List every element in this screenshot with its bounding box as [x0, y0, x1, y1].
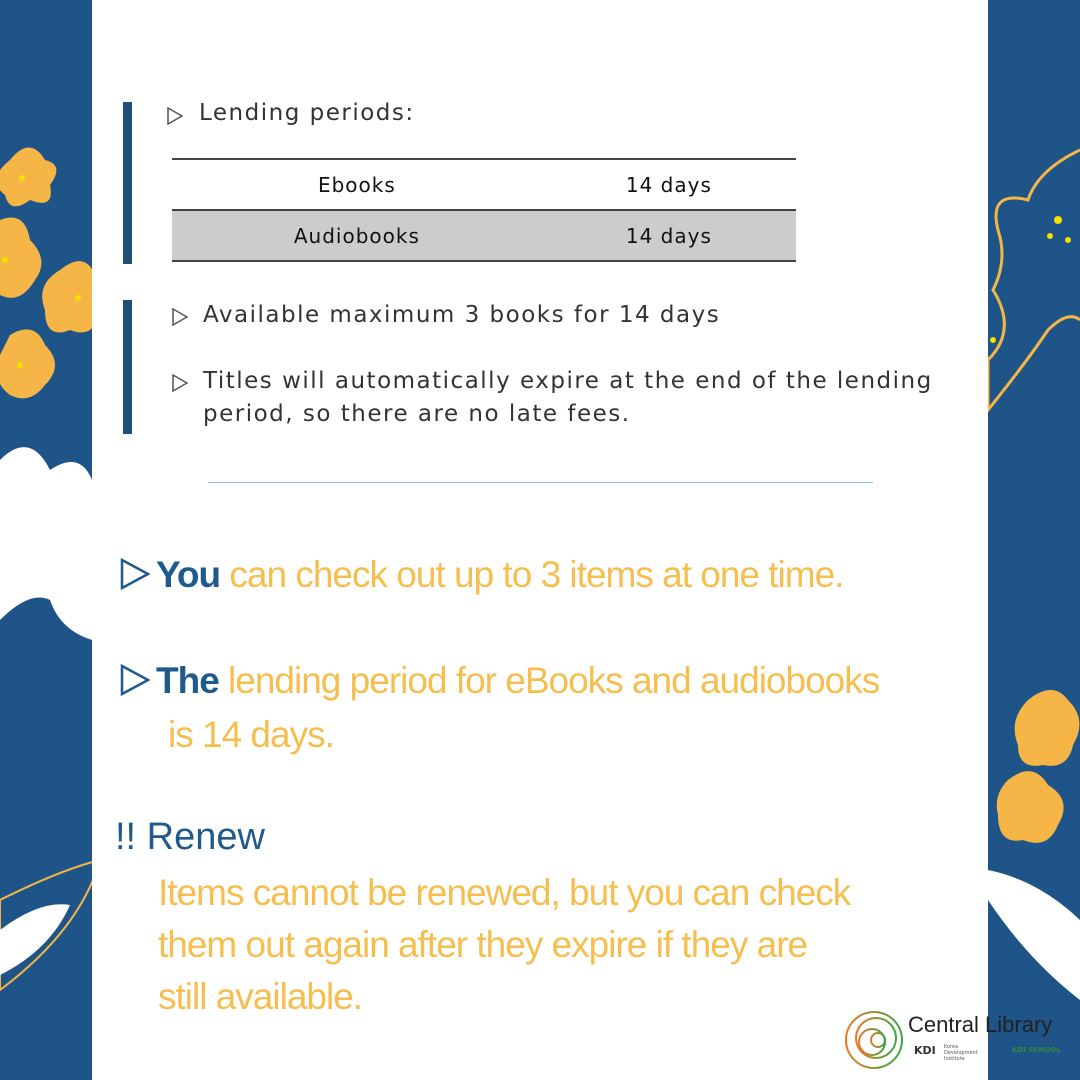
kdi-subtitle: Korea Development Institute	[944, 1044, 978, 1062]
table-row	[172, 159, 796, 210]
expire-text-line2: period, so there are no late fees.	[203, 401, 631, 427]
highlight-checkout	[156, 548, 843, 602]
logo-circles-icon	[842, 1008, 906, 1072]
table-cell-type: Audiobooks	[172, 210, 542, 261]
divider	[208, 482, 873, 483]
kdi-logo-text: KDI	[914, 1044, 936, 1057]
lead-word: You	[156, 554, 221, 595]
renew-heading: !! Renew	[115, 816, 265, 858]
lending-table	[172, 158, 796, 262]
lead-word: The	[156, 660, 219, 701]
right-floral-decoration	[988, 0, 1080, 1080]
highlight-text: can check out up to 3 items at one time.	[220, 554, 844, 595]
triangle-bullet-icon	[172, 374, 188, 392]
renew-line: still available.	[158, 976, 363, 1017]
central-library-logo	[842, 1008, 1080, 1072]
renew-line: them out again after they expire if they are	[158, 924, 808, 965]
highlight-period	[156, 654, 879, 708]
table-row	[172, 210, 796, 261]
logo-title: Central Library	[908, 1012, 1053, 1037]
triangle-bullet-icon	[167, 107, 183, 125]
table-cell-period: 14 days	[542, 159, 796, 210]
highlight-text: lending period for eBooks and audiobooks	[218, 660, 880, 701]
triangle-bullet-icon	[172, 308, 188, 326]
table-cell-period: 14 days	[542, 210, 796, 261]
highlight-period-cont: is 14 days.	[168, 714, 334, 755]
table-cell-type: Ebooks	[172, 159, 542, 210]
expire-text-line1: Titles will automatically expire at the end of the lending	[203, 368, 933, 394]
triangle-bullet-icon	[120, 664, 150, 696]
accent-bar	[123, 102, 132, 264]
triangle-bullet-icon	[120, 558, 150, 590]
renew-line: Items cannot be renewed, but you can check	[158, 872, 851, 913]
kdi-school-logo: KDI SCHOOL	[1012, 1046, 1061, 1054]
lending-periods-heading: Lending periods:	[199, 100, 415, 126]
accent-bar	[123, 300, 132, 434]
max-books-text: Available maximum 3 books for 14 days	[203, 302, 721, 328]
